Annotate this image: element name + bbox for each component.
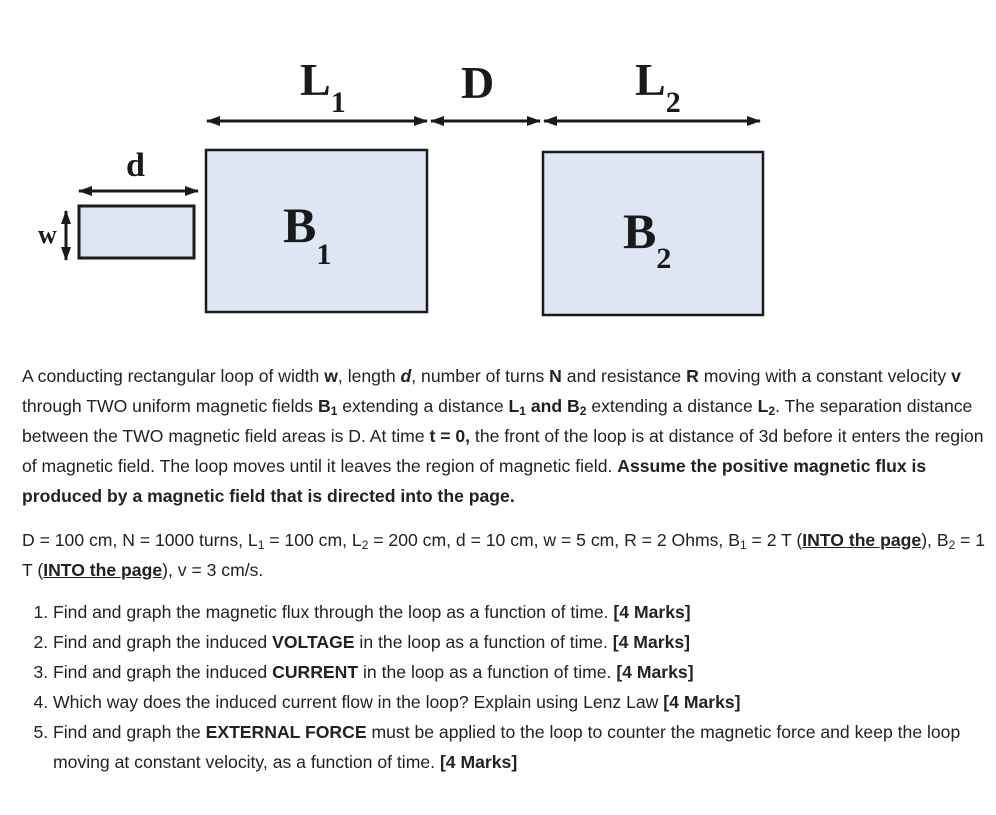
question-list <box>22 597 988 777</box>
label-w: w <box>38 220 57 249</box>
label-L1: $L_1$ <box>300 54 346 119</box>
question-item: 4. Which way does the induced current flow in the loop? Explain using Lenz Law [4 Marks] <box>53 687 988 717</box>
problem-text <box>22 361 988 777</box>
label-B1: $B_1$ <box>283 197 332 271</box>
question-item: 1. Find and graph the magnetic flux through the loop as a function of time. [4 Marks] <box>53 597 988 627</box>
conducting-loop <box>79 206 194 258</box>
label-D: D <box>461 57 495 108</box>
label-L2: $L_2$ <box>635 54 681 119</box>
given-parameters: D = 100 cm, N = 1000 turns, $L_1 = 100$ cm, $L_2 = 200$ cm, d = 10 cm, w = 5 cm, R = 2 Ohms, $B_1 = 2$ T (INTO the page), $B_2 = 1$ T (INTO the page), v = 3 cm/s. <box>22 530 986 580</box>
problem-description: A conducting rectangular loop of width w, length d, number of turns N and resistance R moving with a constant velocity v through TWO uniform magnetic fields $B_1$ extending a distance $L_1$ and $B_2$ extending a distance $L_2$. The separation distance between the TWO magnetic field areas is D. At time t = 0, the front of the loop is at distance of 3d before it enters the region of magnetic field. The loop moves until it leaves the region of magnetic field. Assume the positive magnetic flux is produced by a magnetic field that is directed into the page. <box>22 366 984 506</box>
field-region-B1 <box>206 150 427 312</box>
question-item: 3. Find and graph the induced CURRENT in the loop as a function of time. [4 Marks] <box>53 657 988 687</box>
question-item: 5. Find and graph the EXTERNAL FORCE must be applied to the loop to counter the magnetic force and keep the loop moving at constant velocity, as a function of time. [4 Marks] <box>53 717 988 777</box>
label-d: d <box>126 147 145 184</box>
question-item: 2. Find and graph the induced VOLTAGE in the loop as a function of time. [4 Marks] <box>53 627 988 657</box>
loop-field-diagram <box>0 0 996 330</box>
label-B2: $B_2$ <box>623 203 672 275</box>
